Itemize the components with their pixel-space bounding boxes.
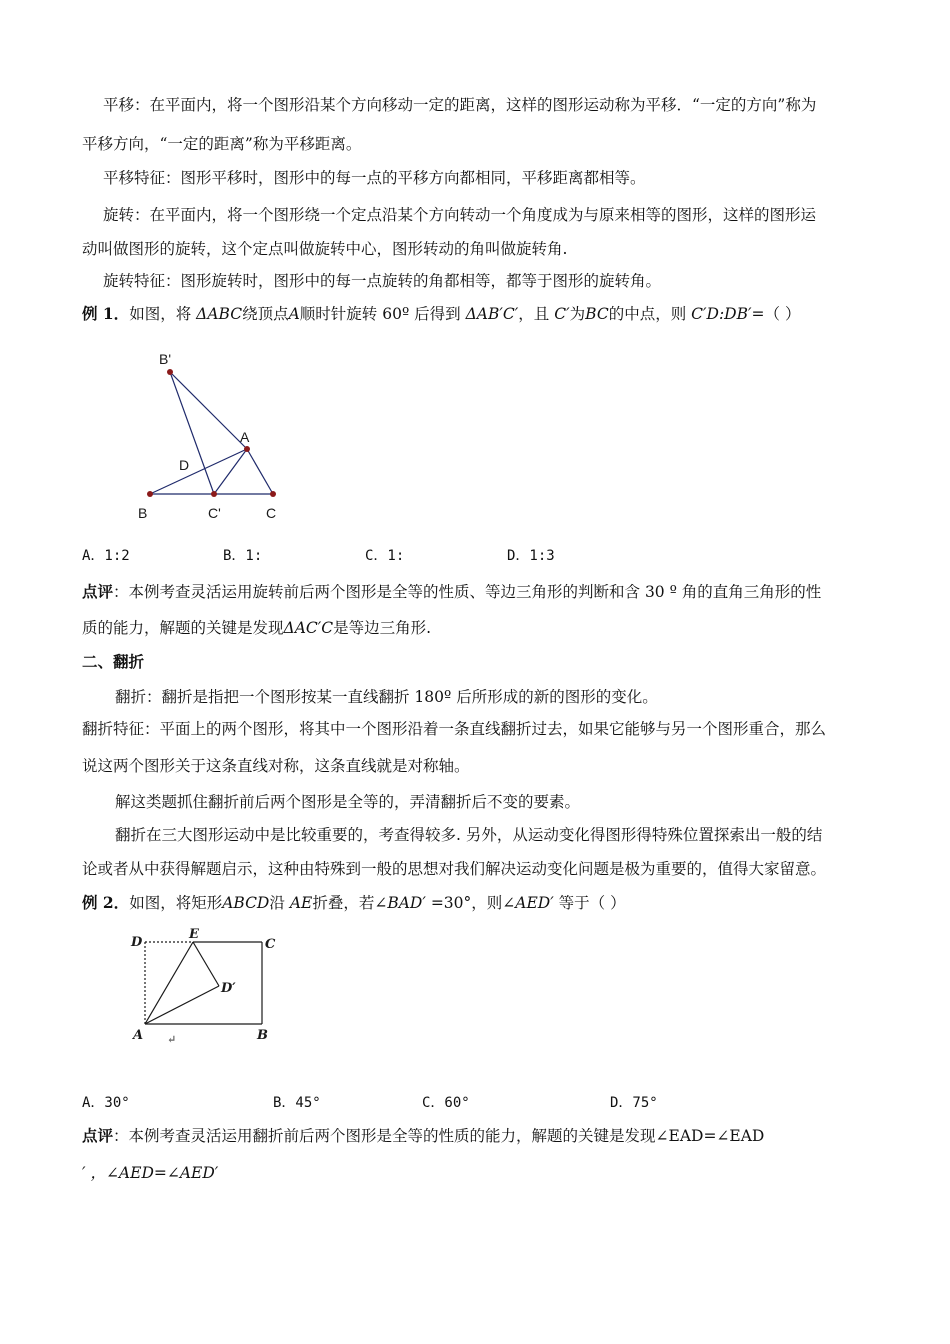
label-d-prime: D′ [221, 981, 236, 996]
translation-definition-cont: 平移方向，“一定的距离”称为平移距离。 [82, 135, 362, 153]
label-b: B [138, 505, 148, 521]
angle-bad-prime: ∠BAD′ [374, 894, 426, 912]
example1-comment: 点评：本例考查灵活运用旋转前后两个图形是全等的性质、等边三角形的判断和含 30 º 角的直角三角形的性 [82, 582, 822, 601]
translation-definition-line1: 平移：在平面内，将一个图形沿某个方向移动一定的距离，这样的图形运动称为平移．“一定的方向”称为 [103, 96, 817, 114]
option-a: A．30° [82, 1095, 130, 1111]
folding-importance: 翻折在三大图形运动中是比较重要的，考查得较多. 另外，从运动变化得图形得特殊位置探索出一般的结 [115, 826, 823, 844]
rotation-definition: 旋转：在平面内，将一个图形绕一个定点沿某个方向转动一个角度成为与原来相等的图形，这样的图形运 [103, 206, 817, 224]
example1-options [82, 546, 782, 566]
segment-a-c [247, 449, 273, 494]
rotation-definition-cont: 动叫做图形的旋转，这个定点叫做旋转中心，图形转动的角叫做旋转角. [82, 240, 568, 258]
option-c: C．60° [422, 1095, 470, 1111]
example1-question: 例 1．如图，将 ΔABC绕顶点A顺时针旋转 60º 后得到 ΔAB′C′，且 C′为BC的中点，则 C′D:DB′=（ ） [82, 304, 801, 323]
option-d: D．1:3 [507, 548, 555, 564]
label-c: C [265, 937, 276, 952]
example2-question: 例 2．如图，将矩形ABCD沿 AE折叠，若∠BAD′ =30°，则∠AED′ 等于（ ） [82, 893, 626, 912]
example2-comment: 点评：本例考查灵活运用翻折前后两个图形是全等的性质的能力，解题的关键是发现∠EAD=∠EAD [82, 1126, 765, 1145]
option-a: A．1:2 [82, 548, 130, 564]
folding-importance-cont: 论或者从中获得解题启示，这种由特殊到一般的思想对我们解决运动变化问题是极为重要的，值得大家留意。 [82, 860, 827, 878]
rotation-feature: 旋转特征：图形旋转时，图形中的每一点旋转的角都相等，都等于图形的旋转角。 [103, 272, 662, 290]
option-c: C．1: [365, 548, 405, 564]
example1-rotation-figure [130, 340, 310, 540]
example2-folding-figure [125, 928, 295, 1053]
folding-feature: 翻折特征：平面上的两个图形，将其中一个图形沿着一条直线翻折过去，如果它能够与另一个图形重合，那么 [82, 720, 827, 738]
label-b-prime: B' [159, 351, 172, 367]
option-d: D．75° [610, 1095, 658, 1111]
point-a [244, 446, 250, 452]
triangle-ab-prime-c-prime: ΔAB′C′ [465, 305, 519, 323]
rectangle-abcd: ABCD [222, 894, 270, 912]
comment-label: 点评 [82, 1126, 114, 1145]
segment-b-prime-a [170, 372, 247, 449]
folding-tip: 解这类题抓住翻折前后两个图形是全等的，弄清翻折后不变的要素。 [115, 793, 581, 811]
point-c-prime [211, 491, 217, 497]
example2-label: 例 2． [82, 893, 130, 912]
comment-label: 点评 [82, 582, 114, 601]
example2-options [82, 1093, 782, 1113]
point-b [147, 491, 153, 497]
label-a: A [133, 1028, 144, 1043]
angle-aed-prime: ∠AED′ [502, 894, 554, 912]
folding-definition: 翻折：翻折是指把一个图形按某一直线翻折 180º 后所形成的新的图形的变化。 [115, 688, 658, 706]
translation-feature: 平移特征：图形平移时，图形中的每一点的平移方向都相同，平移距离都相等。 [103, 169, 646, 187]
label-c: C [266, 505, 277, 521]
return-mark-icon: ↵ [167, 1033, 177, 1046]
point-c [270, 491, 276, 497]
folding-feature-cont: 说这两个图形关于这条直线对称，这条直线就是对称轴。 [82, 757, 470, 775]
ratio-expression: C′D:DB′ [691, 305, 752, 323]
label-c-prime: C' [208, 505, 221, 521]
option-b: B．45° [273, 1095, 321, 1111]
triangle-abc: ΔABC [196, 305, 243, 323]
example1-comment-cont: 质的能力，解题的关键是发现ΔAC′C是等边三角形. [82, 619, 432, 637]
label-b: B [257, 1028, 268, 1043]
label-a: A [240, 429, 250, 445]
segment-a-c-prime [214, 449, 247, 494]
option-b: B．1: [223, 548, 263, 564]
segment-b-prime-c-prime [170, 372, 214, 494]
point-b-prime [167, 369, 173, 375]
label-d: D [131, 935, 143, 950]
example1-label: 例 1． [82, 304, 130, 323]
segment-e-d-prime [193, 942, 219, 986]
example2-comment-cont: ′ ，∠AED=∠AED′ [82, 1164, 219, 1182]
translation-definition [103, 95, 816, 115]
section-heading-folding: 二、翻折 [82, 652, 145, 671]
label-d: D [179, 457, 190, 473]
label-e: E [189, 928, 199, 942]
segment-b-a [150, 449, 247, 494]
